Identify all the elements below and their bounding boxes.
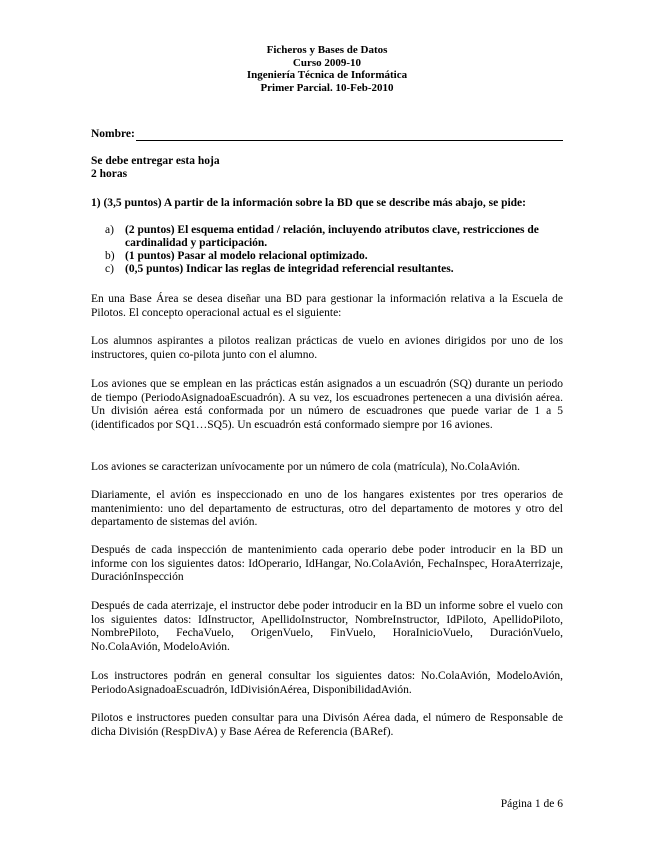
subitem-b (91, 250, 563, 263)
subitem-text: (1 puntos) Pasar al modelo relacional optimizado. (125, 250, 368, 262)
subitem-c (91, 263, 563, 276)
question-1: 1) (3,5 puntos) A partir de la información sobre la BD que se describe más abajo, se pide: (91, 197, 526, 209)
paragraph-instructor-queries: Los instructores podrán en general consultar los siguientes datos: No.ColaAvión, ModeloAvión, PeriodoAsignadoaEscuadrón, IdDivisiónAérea, DisponibilidadAvión. (91, 670, 563, 696)
subitem-text: (0,5 puntos) Indicar las reglas de integridad referencial resultantes. (125, 263, 454, 275)
paragraph-squadrons: Los aviones que se emplean en las prácticas están asignados a un escuadrón (SQ) durante un periodo de tiempo (PeriodoAsignadoaEscuadrón). A su vez, los escuadrones pertenecen a una división aérea. Un división aérea está conformada por un número de escuadrones que puede variar de 1 a 5 (identificados por SQ1…SQ5). Un escuadrón está conformado siempre por 16 aviones. (91, 378, 563, 431)
header-course-name: Ficheros y Bases de Datos (266, 44, 388, 56)
paragraph-inspection: Diariamente, el avión es inspeccionado en uno de los hangares existentes por tres operarios de mantenimiento: uno del departamento de estructuras, otro del departamento de motores y otro del departamento de sistemas del avión. (91, 489, 563, 528)
subitem-marker: a) (105, 224, 114, 236)
paragraph-tail-number: Los aviones se caracterizan unívocamente por un número de cola (matrícula), No.ColaAvión. (91, 461, 520, 473)
question-1-subitems (91, 224, 563, 276)
name-label: Nombre: (91, 128, 135, 140)
subitem-marker: b) (105, 250, 115, 262)
subitem-text: (2 puntos) El esquema entidad / relación, incluyendo atributos clave, restricciones de cardinalidad y participación. (125, 224, 539, 249)
header-degree: Ingeniería Técnica de Informática (246, 69, 408, 81)
instruction-duration: 2 horas (91, 168, 128, 180)
document-header (91, 44, 563, 94)
paragraph-intro: En una Base Área se desea diseñar una BD para gestionar la información relativa a la Escuela de Pilotos. El concepto operacional actual es el siguiente: (91, 293, 563, 319)
paragraph-division-queries: Pilotos e instructores pueden consultar para una Divisón Aérea dada, el número de Responsable de dicha División (RespDivA) y Base Aérea de Referencia (BARef). (91, 712, 563, 738)
paragraph-students: Los alumnos aspirantes a pilotos realizan prácticas de vuelo en aviones dirigidos por uno de los instructores, quien co-pilota junto con el alumno. (91, 335, 563, 361)
paragraph-operator-report: Después de cada inspección de mantenimiento cada operario debe poder introducir en la BD un informe con los siguientes datos: IdOperario, IdHangar, No.ColaAvión, FechaInspec, HoraAterrizaje, DuraciónInspección (91, 544, 563, 583)
page-number: Página 1 de 6 (500, 798, 563, 810)
header-course-year: Curso 2009-10 (292, 56, 362, 69)
name-underline (136, 129, 563, 141)
exam-instructions (91, 155, 220, 181)
paragraph-flight-report: Después de cada aterrizaje, el instructor debe poder introducir en la BD un informe sobre el vuelo con los siguientes datos: IdInstructor, ApellidoInstructor, NombreInstructor, IdPiloto, ApellidoPiloto, NombrePiloto, FechaVuelo, OrigenVuelo, FinVuelo, HoraInicioVuelo, DuraciónVuelo, No.ColaAvión, ModeloAvión. (91, 600, 563, 653)
header-exam-title: Primer Parcial. 10-Feb-2010 (260, 81, 394, 94)
name-field (91, 127, 563, 141)
subitem-a (91, 224, 563, 250)
instruction-submit-sheet: Se debe entregar esta hoja (91, 155, 220, 167)
subitem-marker: c) (105, 263, 114, 275)
